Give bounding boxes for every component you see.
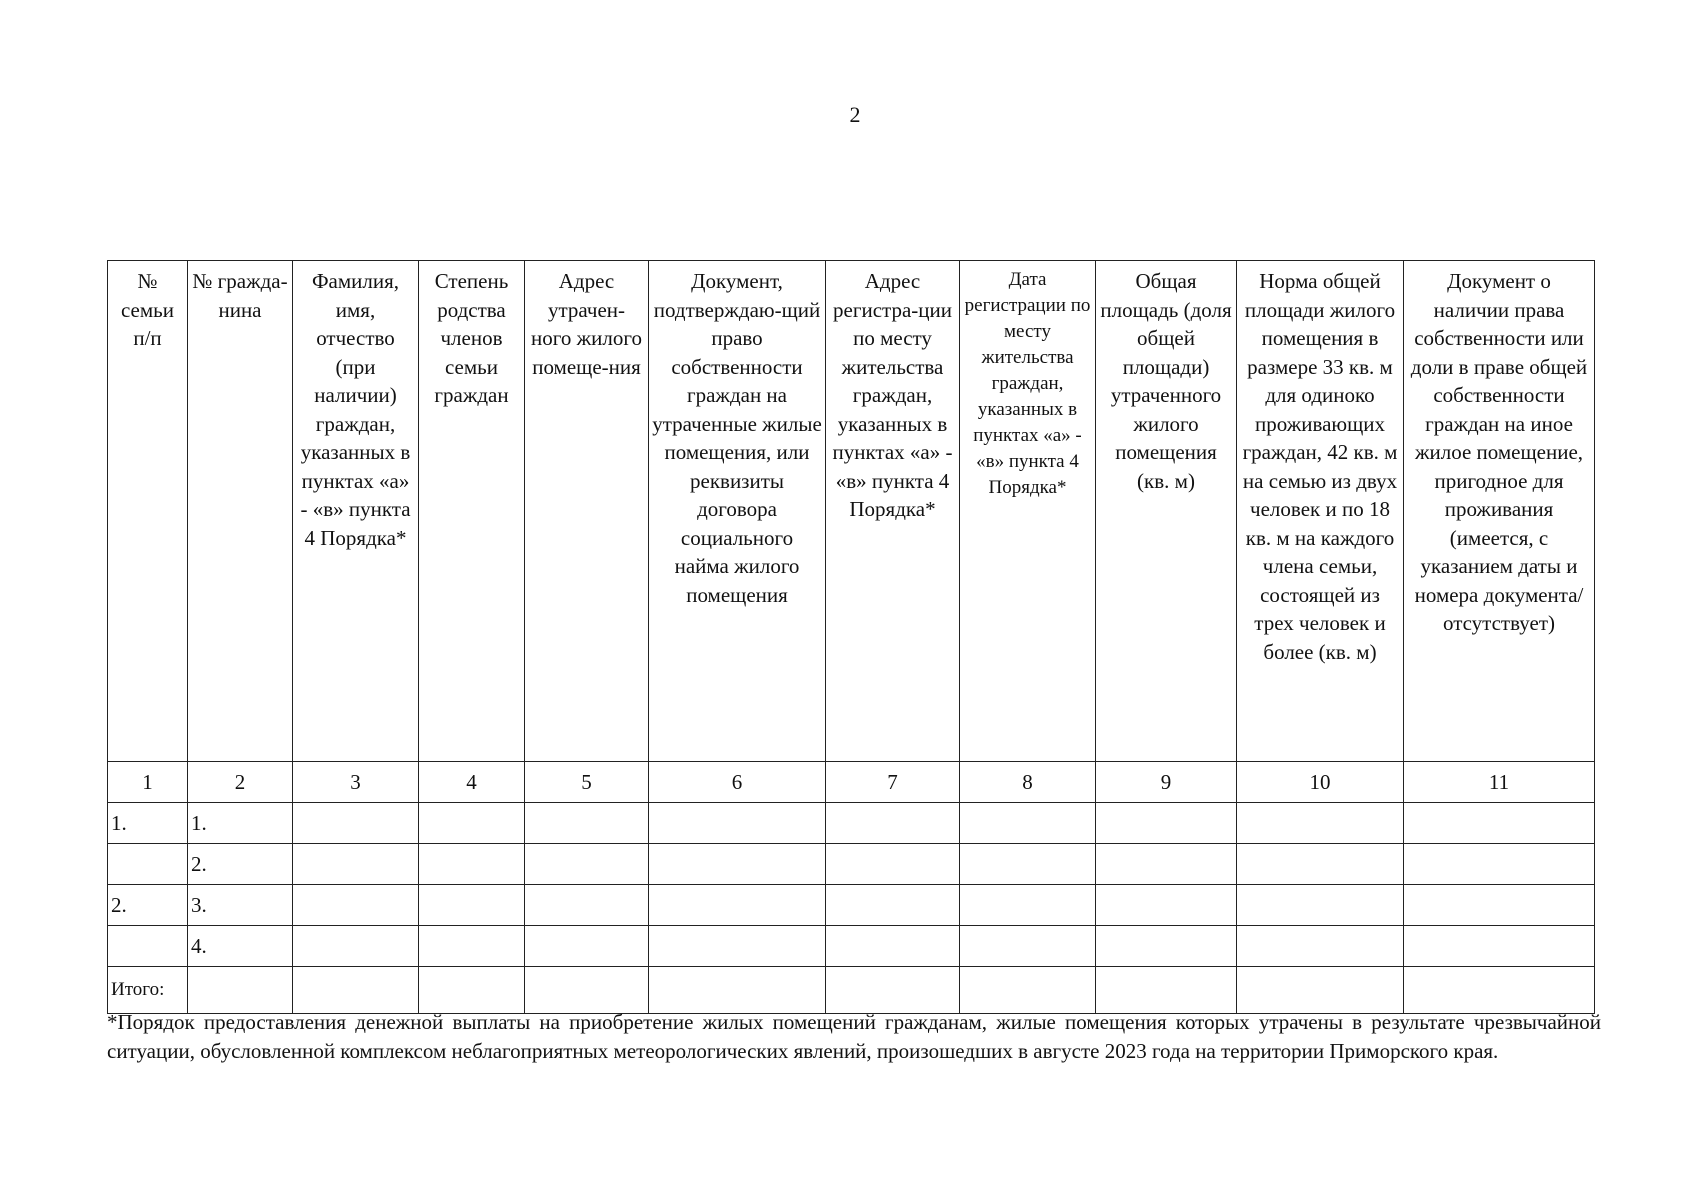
empty-cell	[649, 803, 826, 844]
empty-cell	[1237, 926, 1404, 967]
family-number-cell	[108, 926, 188, 967]
header-family-number: № семьи п/п	[108, 261, 188, 762]
register-table	[107, 260, 1595, 1014]
empty-cell	[293, 967, 419, 1014]
header-ownership-document: Документ, подтверждаю-щий право собственности граждан на утраченные жилые помещения, или реквизиты договора социального найма жилого помещения	[649, 261, 826, 762]
empty-cell	[1237, 844, 1404, 885]
header-registration-address: Адрес регистра-ции по месту жительства граждан, указанных в пунктах «а» - «в» пункта 4 Порядка*	[826, 261, 960, 762]
empty-cell	[826, 803, 960, 844]
header-row	[108, 261, 1595, 762]
empty-cell	[1096, 926, 1237, 967]
header-citizen-number: № гражда-нина	[188, 261, 293, 762]
header-total-area: Общая площадь (доля общей площади) утраченного жилого помещения (кв. м)	[1096, 261, 1237, 762]
empty-cell	[1237, 967, 1404, 1014]
table-row	[108, 803, 1595, 844]
column-number: 11	[1404, 762, 1595, 803]
empty-cell	[1237, 803, 1404, 844]
column-number: 4	[419, 762, 525, 803]
column-number: 6	[649, 762, 826, 803]
empty-cell	[1404, 967, 1595, 1014]
empty-cell	[525, 844, 649, 885]
family-number-cell	[108, 844, 188, 885]
empty-cell	[826, 885, 960, 926]
empty-cell	[188, 967, 293, 1014]
column-number: 2	[188, 762, 293, 803]
header-lost-address: Адрес утрачен-ного жилого помеще-ния	[525, 261, 649, 762]
citizen-number-cell: 2.	[188, 844, 293, 885]
empty-cell	[525, 885, 649, 926]
empty-cell	[1096, 844, 1237, 885]
empty-cell	[1096, 885, 1237, 926]
empty-cell	[419, 803, 525, 844]
empty-cell	[1096, 803, 1237, 844]
citizen-number-cell: 1.	[188, 803, 293, 844]
empty-cell	[293, 844, 419, 885]
family-number-cell: 2.	[108, 885, 188, 926]
empty-cell	[1096, 967, 1237, 1014]
empty-cell	[1404, 885, 1595, 926]
empty-cell	[1404, 926, 1595, 967]
header-full-name: Фамилия, имя, отчество (при наличии) граждан, указанных в пунктах «а» - «в» пункта 4 Порядка*	[293, 261, 419, 762]
empty-cell	[419, 885, 525, 926]
empty-cell	[826, 844, 960, 885]
column-number: 1	[108, 762, 188, 803]
column-number: 9	[1096, 762, 1237, 803]
empty-cell	[419, 926, 525, 967]
column-number: 5	[525, 762, 649, 803]
empty-cell	[525, 926, 649, 967]
empty-cell	[826, 926, 960, 967]
empty-cell	[960, 803, 1096, 844]
column-numbers-row	[108, 762, 1595, 803]
empty-cell	[293, 885, 419, 926]
empty-cell	[960, 967, 1096, 1014]
header-registration-date: Дата регистрации по месту жительства граждан, указанных в пунктах «а» - «в» пункта 4 Порядка*	[960, 261, 1096, 762]
empty-cell	[649, 844, 826, 885]
table-row	[108, 844, 1595, 885]
empty-cell	[525, 803, 649, 844]
column-number: 8	[960, 762, 1096, 803]
page-number: 2	[849, 102, 861, 127]
header-kinship: Степень родства членов семьи граждан	[419, 261, 525, 762]
total-row	[108, 967, 1595, 1014]
empty-cell	[826, 967, 960, 1014]
header-area-norm: Норма общей площади жилого помещения в размере 33 кв. м для одиноко проживающих граждан, 42 кв. м на семью из двух человек и по 18 кв. м на каждого члена семьи, состоящей из трех человек и более (кв. м)	[1237, 261, 1404, 762]
empty-cell	[293, 803, 419, 844]
empty-cell	[960, 926, 1096, 967]
family-number-cell: 1.	[108, 803, 188, 844]
column-number: 7	[826, 762, 960, 803]
empty-cell	[649, 885, 826, 926]
total-label: Итого:	[108, 967, 188, 1014]
empty-cell	[1404, 844, 1595, 885]
empty-cell	[1404, 803, 1595, 844]
table-row	[108, 926, 1595, 967]
column-number: 10	[1237, 762, 1404, 803]
empty-cell	[649, 967, 826, 1014]
table-row	[108, 885, 1595, 926]
empty-cell	[960, 885, 1096, 926]
empty-cell	[649, 926, 826, 967]
empty-cell	[419, 967, 525, 1014]
citizen-number-cell: 3.	[188, 885, 293, 926]
empty-cell	[293, 926, 419, 967]
citizen-number-cell: 4.	[188, 926, 293, 967]
column-number: 3	[293, 762, 419, 803]
footnote: *Порядок предоставления денежной выплаты на приобретение жилых помещений гражданам, жилые помещения которых утрачены в результате чрезвычайной ситуации, обусловленной комплексом неблагоприятных метеорологических явлений, произошедших в августе 2023 года на территории Приморского края.	[107, 1010, 1601, 1063]
empty-cell	[1237, 885, 1404, 926]
empty-cell	[419, 844, 525, 885]
empty-cell	[525, 967, 649, 1014]
header-other-property-document: Документ о наличии права собственности или доли в праве общей собственности граждан на иное жилое помещение, пригодное для проживания (имеется, с указанием даты и номера документа/ отсутствует)	[1404, 261, 1595, 762]
empty-cell	[960, 844, 1096, 885]
